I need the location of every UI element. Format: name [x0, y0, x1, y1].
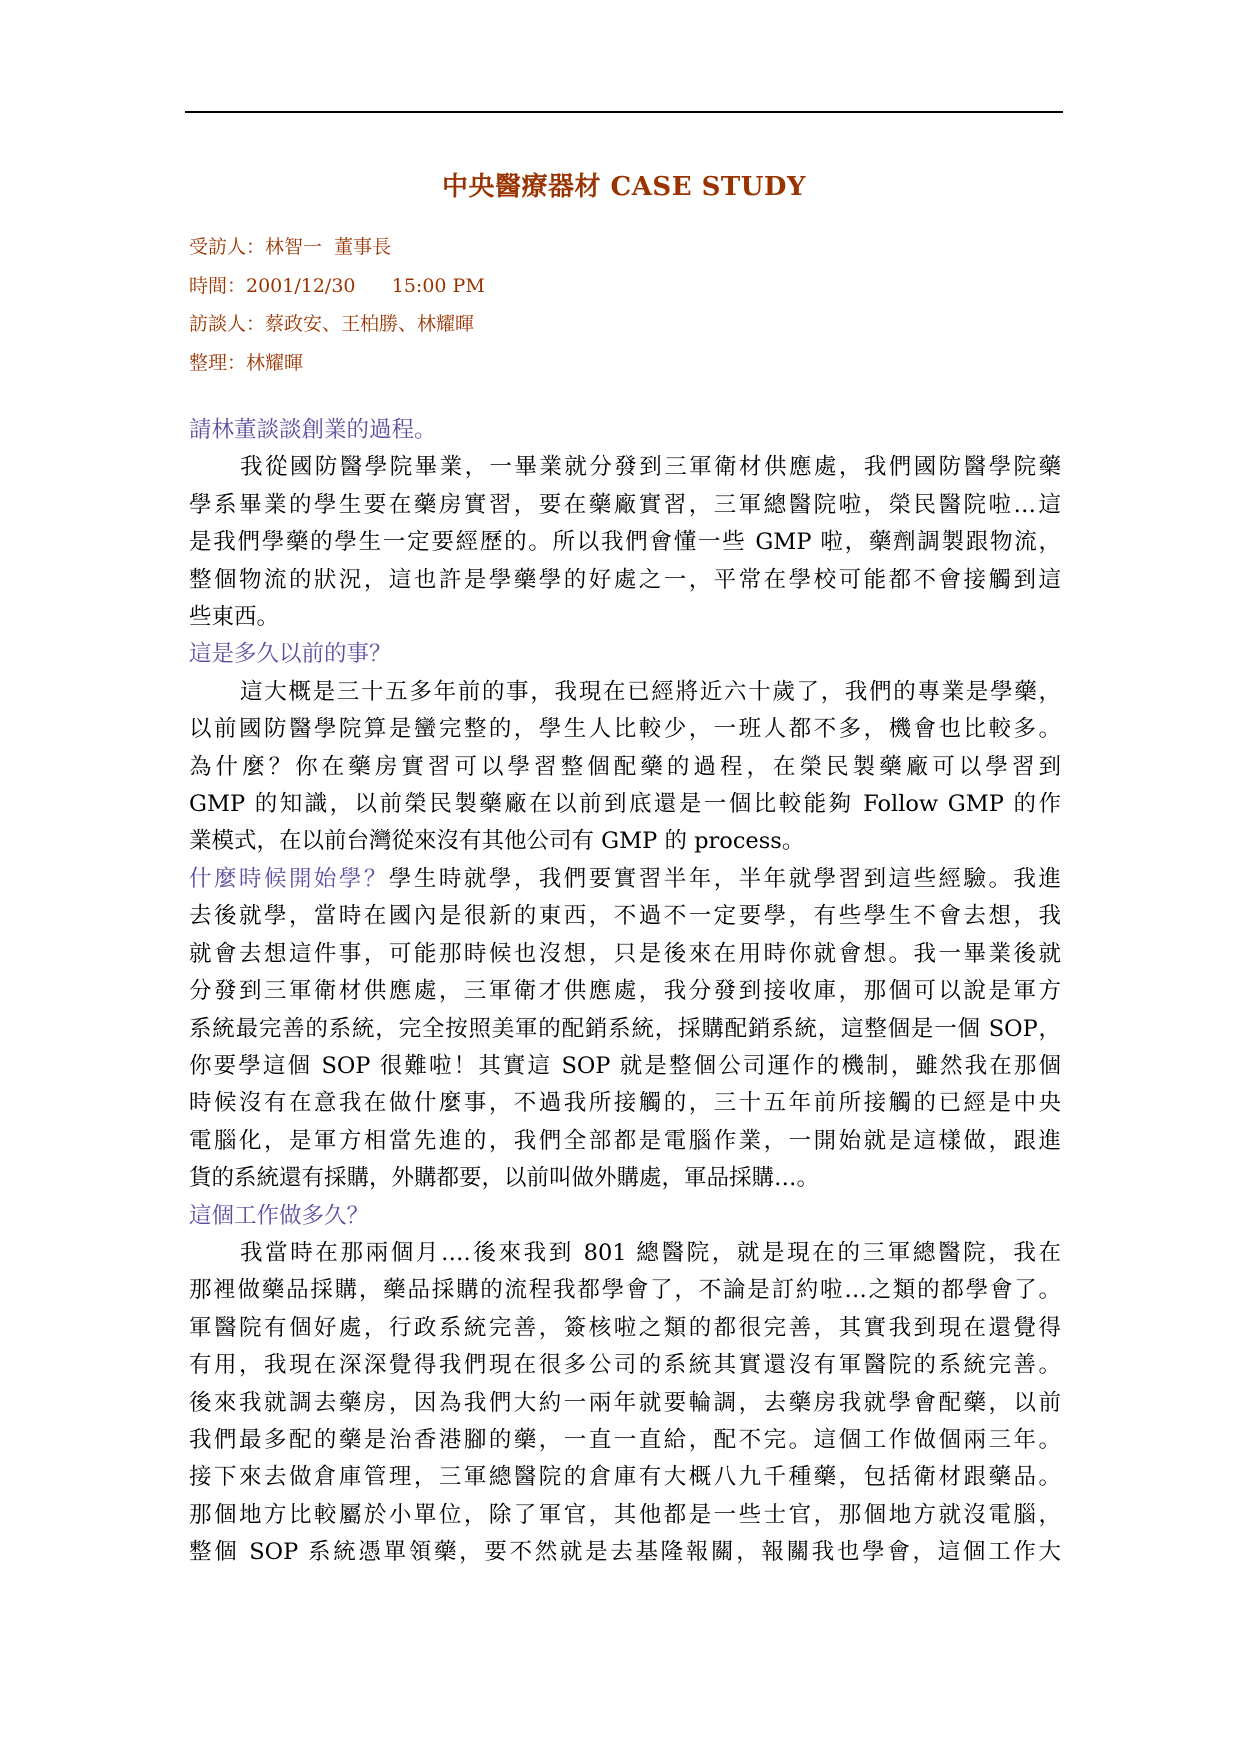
answer-line: 接下來去做倉庫管理，三軍總醫院的倉庫有大概八九千種藥，包括衛材跟藥品。	[189, 1464, 1061, 1491]
time-line: 時間：2001/12/30 15:00 PM	[189, 274, 485, 297]
answer-line: 是我們學藥的學生一定要經歷的。所以我們會懂一些 GMP 啦，藥劑調製跟物流，	[189, 529, 1061, 556]
answer-line: 整個物流的狀況，這也許是學藥學的好處之一，平常在學校可能都不會接觸到這	[189, 566, 1061, 593]
answer-line: 就會去想這件事，可能那時候也沒想，只是後來在用時你就會想。我一畢業後就	[189, 940, 1061, 967]
answer-line: 你要學這個 SOP 很難啦！其實這 SOP 就是整個公司運作的機制，雖然我在那個	[189, 1052, 1061, 1079]
answer-line: 些東西。	[189, 604, 280, 631]
editor-line: 整理：林耀暉	[189, 351, 304, 374]
interviewee-line: 受訪人：林智一 董事長	[189, 236, 392, 258]
interview-body	[189, 412, 1061, 1572]
question-heading: 這是多久以前的事？	[189, 641, 392, 668]
question-heading: 什麼時候開始學？	[189, 865, 389, 892]
answer-line: 這大概是三十五多年前的事，我現在已經將近六十歲了，我們的專業是學藥，	[240, 678, 1061, 705]
answer-line: 那個地方比較屬於小單位，除了軍官，其他都是一些士官，那個地方就沒電腦，	[189, 1501, 1061, 1528]
answer-line: 整個 SOP 系統憑單領藥，要不然就是去基隆報關，報關我也學會，這個工作大	[189, 1539, 1061, 1566]
question-heading: 這個工作做多久？	[189, 1202, 370, 1229]
answer-line: GMP 的知識，以前榮民製藥廠在以前到底還是一個比較能夠 Follow GMP 的作	[189, 791, 1061, 818]
answer-line: 學系畢業的學生要在藥房實習，要在藥廠實習，三軍總醫院啦，榮民醫院啦…這	[189, 491, 1061, 518]
answer-line: 貨的系統還有採購，外購都要，以前叫做外購處，軍品採購…。	[189, 1165, 820, 1192]
interview-metadata	[189, 228, 889, 382]
answer-line	[189, 861, 1061, 898]
answer-line: 為什麼？你在藥房實習可以學習整個配藥的過程，在榮民製藥廠可以學習到	[189, 753, 1061, 780]
answer-line: 去後就學，當時在國內是很新的東西，不過不一定要學，有些學生不會去想，我	[189, 903, 1061, 930]
answer-line: 我當時在那兩個月….後來我到 801 總醫院，就是現在的三軍總醫院，我在	[240, 1239, 1061, 1266]
answer-line: 電腦化，是軍方相當先進的，我們全部都是電腦作業，一開始就是這樣做，跟進	[189, 1127, 1061, 1154]
answer-line: 業模式，在以前台灣從來沒有其他公司有 GMP 的 process。	[189, 828, 805, 855]
answer-line: 時候沒有在意我在做什麼事，不過我所接觸的，三十五年前所接觸的已經是中央	[189, 1090, 1061, 1117]
page-title: 中央醫療器材 CASE STUDY	[442, 172, 806, 202]
question-heading: 請林董談談創業的過程。	[189, 417, 437, 443]
answer-line: 有用，我現在深深覺得我們現在很多公司的系統其實還沒有軍醫院的系統完善。	[189, 1352, 1061, 1379]
answer-line: 那裡做藥品採購，藥品採購的流程我都學會了，不論是訂約啦…之類的都學會了。	[189, 1277, 1061, 1304]
answer-line: 分發到三軍衛材供應處，三軍衛才供應處，我分發到接收庫，那個可以說是軍方	[189, 978, 1061, 1005]
interviewers-line: 訪談人：蔡政安、王柏勝、林耀暉	[189, 313, 475, 335]
answer-line: 系統最完善的系統，完全按照美軍的配銷系統，採購配銷系統，這整個是一個 SOP，	[189, 1015, 1061, 1042]
answer-line: 我從國防醫學院畢業，一畢業就分發到三軍衛材供應處，我們國防醫學院藥	[240, 454, 1061, 481]
answer-line: 以前國防醫學院算是蠻完整的，學生人比較少，一班人都不多，機會也比較多。	[189, 716, 1061, 743]
top-horizontal-rule	[185, 111, 1063, 113]
answer-line: 軍醫院有個好處，行政系統完善，簽核啦之類的都很完善，其實我到現在還覺得	[189, 1314, 1061, 1341]
answer-line: 後來我就調去藥房，因為我們大約一兩年就要輪調，去藥房我就學會配藥，以前	[189, 1389, 1061, 1416]
answer-text: 學生時就學，我們要實習半年，半年就學習到這些經驗。我進	[388, 865, 1061, 892]
answer-line: 我們最多配的藥是治香港腳的藥，一直一直給，配不完。這個工作做個兩三年。	[189, 1426, 1061, 1453]
